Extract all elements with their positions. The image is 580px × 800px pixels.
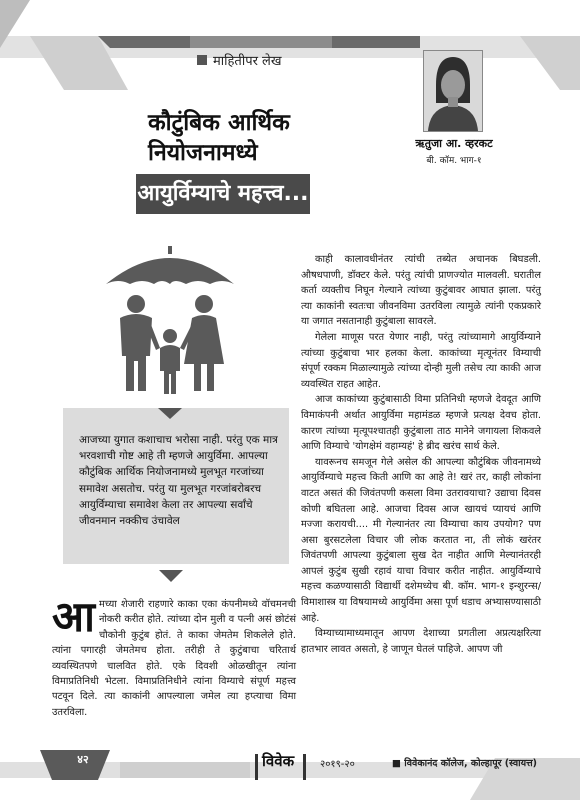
square-bullet-icon: [197, 55, 207, 65]
author-name: ऋतुजा आ. व्हरकट: [415, 137, 493, 150]
pull-quote: [63, 408, 289, 564]
author-class: बी. कॉम. भाग-१: [426, 156, 482, 166]
portrait-image: [424, 51, 482, 131]
paragraph: गेलेला माणूस परत येणार नाही, परंतु त्यांच्यामागे आयुर्विम्याने त्यांच्या कुटुंबाचा भार हलका केला. काकांच्या मृत्यूनंतर विम्याची संपूर्ण रक्कम मिळाल्यामुळे त्यांच्या दोन्ही मुली तसेच त्या काकी आज व्यवस्थित राहत आहेत.: [301, 331, 541, 390]
page-number: ४२: [77, 753, 89, 766]
paragraph: यावरूनच समजून गेले असेल की आपल्या कौटुंबिक जीवनामध्ये आयुर्विम्याचे महत्त्व किती आणि का आहे ते! खरं तर, काही लोकांना वाटत असतं की जिवंतपणी कसला विमा उतरावयाचा? उद्याचा दिवस कोणी बघितला आहे. आजचा दिवस आज खायचं प्यायचं आणि मज्जा करायची.... मी गेल्यानंतर त्या विम्याचा काय उपयोग? पण असा बुरसटलेला विचार जी लोक करतात ना, ती लोकं खरंतर जिवंतपणी आपल्या कुटुंबाला सुख देत नाहीत आणि मेल्यानंतरही आपलं कुटुंब सुखी रहावं याचा विचार करीत नाहीत. आयुर्विम्याचे महत्त्व कळण्यासाठी विद्यार्थी दशेमध्येच बी. कॉम. भाग-१ इन्शुरन्स/विमाशास्त्र या विषयामध्ये आयुर्विमा असा पूर्ण धडाच अभ्यासण्यासाठी आहे.: [301, 456, 541, 624]
article-title: [148, 108, 290, 168]
title-line-2: नियोजनामध्ये: [148, 140, 258, 166]
square-bullet-icon: ■: [392, 758, 405, 769]
section-label: माहितीपर लेख: [213, 54, 282, 69]
triangle-decoration-icon: [159, 570, 183, 582]
left-column-paragraph: मच्या शेजारी राहणारे काका एका कंपनीमध्ये वॉचमनची नोकरी करीत होते. त्यांच्या दोन मुली व पत्नी असं छोटंसं चौकोनी कुटुंब होतं. ते काका जेमतेम शिकलेले होते. त्यांना पगारही जेमतेमच होता. तरीही ते कुटुंबाचा चरितार्थ व्यवस्थितपणे चालवित होते. एके दिवशी ओळखीतून त्यांना विमाप्रतिनिधी भेटला. विमाप्रतिनिधीने त्यांना विम्याचे संपूर्ण महत्त्व पटवून दिले. त्या काकांनी आपल्याला जमेल त्या हप्त्याचा विमा उतरविला.: [52, 599, 296, 718]
title-line-1: कौटुंबिक आर्थिक: [148, 110, 290, 136]
issue-year: २०१९-२०: [320, 759, 355, 770]
family-umbrella-icon: [100, 236, 240, 401]
section-badge: [197, 50, 281, 70]
pull-quote-text: आजच्या युगात कशाचाच भरोसा नाही. परंतु एक मात्र भरवशाची गोष्ट आहे ती म्हणजे आयुर्विमा. आपल्या कौटुंबिक आर्थिक नियोजनामध्ये मुलभूत गरजांच्या समावेश असतोच. परंतु या मुलभूत गरजांबरोबरच आयुर्विम्याचा समावेश केला तर आपल्या सर्वांचे जीवनमान नक्कीच उंचावेल: [79, 434, 278, 528]
paragraph: आज काकांच्या कुटुंबासाठी विमा प्रतिनिधी म्हणजे देवदूत आणि विमाकंपनी अर्थात आयुर्विमा महामंडळ म्हणजे प्रत्यक्ष देवच होता. कारण त्यांच्या मृत्यूपश्चातही कुटुंबाला ताठ मानेने जगायला शिकवले आणि विम्याचे 'योगक्षेमं वहाम्यहं' हे ब्रीद खरंच सार्थ केले.: [301, 394, 541, 453]
college-label: विवेकानंद कॉलेज, कोल्हापूर (स्वायत्त): [404, 758, 538, 769]
left-column-text: [52, 592, 296, 720]
author-photo: [423, 50, 483, 132]
header-band: [0, 0, 580, 90]
right-column-text: [301, 252, 541, 657]
paragraph: काही कालावधीनंतर त्यांची तब्येत अचानक बिघडली. औषधपाणी, डॉक्टर केले. परंतु त्यांची प्राणज्योत मालवली. घरातील कर्ता व्यक्तीच निघून गेल्याने त्यांच्या कुटुंबावर आघात झाला. परंतु त्या काकांनी स्वतःचा जीवनविमा उतरविला त्यामुळे त्यांनी एकप्रकारे या जगात नसतानाही कुटुंबाला सावरले.: [301, 254, 541, 328]
magazine-name: विवेक: [262, 752, 295, 770]
paragraph: विम्याच्यामाध्यमातून आपण देशाच्या प्रगतीला अप्रत्यक्षरित्या हातभार लावत असतो, हे जाणून घेतलं पाहिजे. आपण जी: [301, 628, 541, 655]
college-name: [392, 756, 537, 769]
drop-cap: आ: [52, 592, 95, 641]
title-highlight: आयुर्विम्याचे महत्त्व...: [136, 174, 310, 214]
triangle-decoration-icon: [158, 408, 182, 419]
